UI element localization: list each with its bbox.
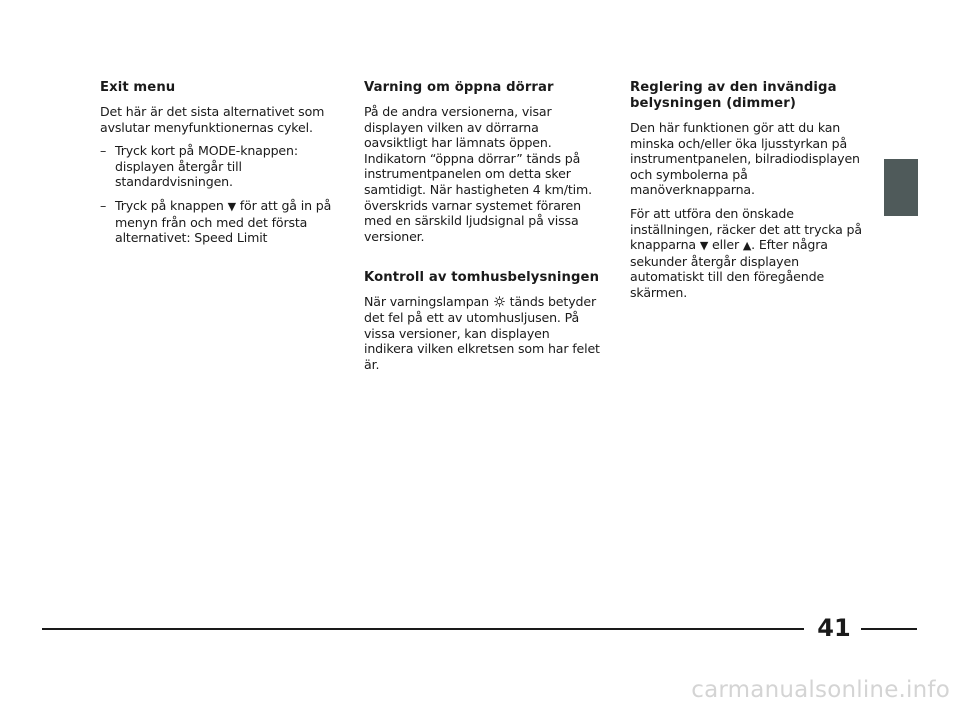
exit-menu-steps (100, 143, 340, 246)
dimmer-text-3: . Efter några sekunder återgår displayen automatiskt till den föregående skärmen. (630, 237, 828, 300)
dimmer-instructions (630, 206, 870, 301)
list-item (100, 198, 340, 246)
column-exit-menu (100, 80, 340, 254)
heading-exterior-lights: Kontroll av tomhusbelysningen (364, 270, 600, 286)
arrow-down-icon: ▼ (227, 199, 236, 213)
dimmer-text-1: För att utföra den önskade inställningen, räcker det att trycka på knapparna (630, 205, 862, 253)
heading-exit-menu: Exit menu (100, 80, 176, 95)
footer-rule-right (861, 628, 917, 630)
page-number: 41 (817, 614, 851, 642)
exterior-lights-text-after: tänds betyder det fel på ett av utomhusljusen. På vissa versioner, kan displayen indikera vilken elkretsen som har felet är. (364, 294, 600, 372)
section-spacer (364, 252, 602, 270)
heading-door-warning: Varning om öppna dörrar (364, 80, 554, 95)
column-dimmer (630, 80, 870, 309)
footer-rule-left (42, 628, 804, 630)
list-item (100, 143, 340, 190)
arrow-down-icon: ▼ (699, 239, 709, 253)
bullet-dash: – (100, 143, 107, 159)
heading-dimmer: Reglering av den invändiga belysningen (dimmer) (630, 80, 837, 111)
exterior-lights-text-before: När varningslampan (364, 294, 489, 310)
step-text: Tryck kort på MODE-knappen: displayen återgår till standardvisningen. (115, 143, 298, 190)
exit-menu-description: Det här är det sista alternativet som avslutar menyfunktionernas cykel. (100, 104, 325, 135)
column-door-and-lights (364, 80, 602, 380)
door-warning-text: På de andra versionerna, visar displayen vilken av dörrarna oavsiktligt har lämnats öppen. Indikatorn “öppna dörrar” tänds på instrumentpanelen om detta sker samtidigt. När hastigheten 4 km/tim. överskrids varnar systemet föraren med en särskild ljudsignal på vissa versioner. (364, 104, 592, 244)
bullet-dash: – (100, 197, 107, 213)
watermark: carmanualsonline.info (691, 677, 950, 703)
exterior-lamp-icon (494, 296, 505, 307)
step-text-before: Tryck på knappen (115, 197, 224, 213)
dimmer-text-2: eller (712, 237, 739, 253)
arrow-up-icon: ▲ (742, 239, 752, 253)
section-tab (884, 159, 918, 216)
exterior-lights-text (364, 294, 602, 372)
dimmer-description: Den här funktionen gör att du kan minska och/eller öka ljusstyrkan på instrumentpanelen, bilradiodisplayen och symbolerna på manöverknapparna. (630, 120, 860, 198)
step-text-after: för att gå in på menyn från och med det första alternativet: Speed Limit (115, 197, 332, 246)
